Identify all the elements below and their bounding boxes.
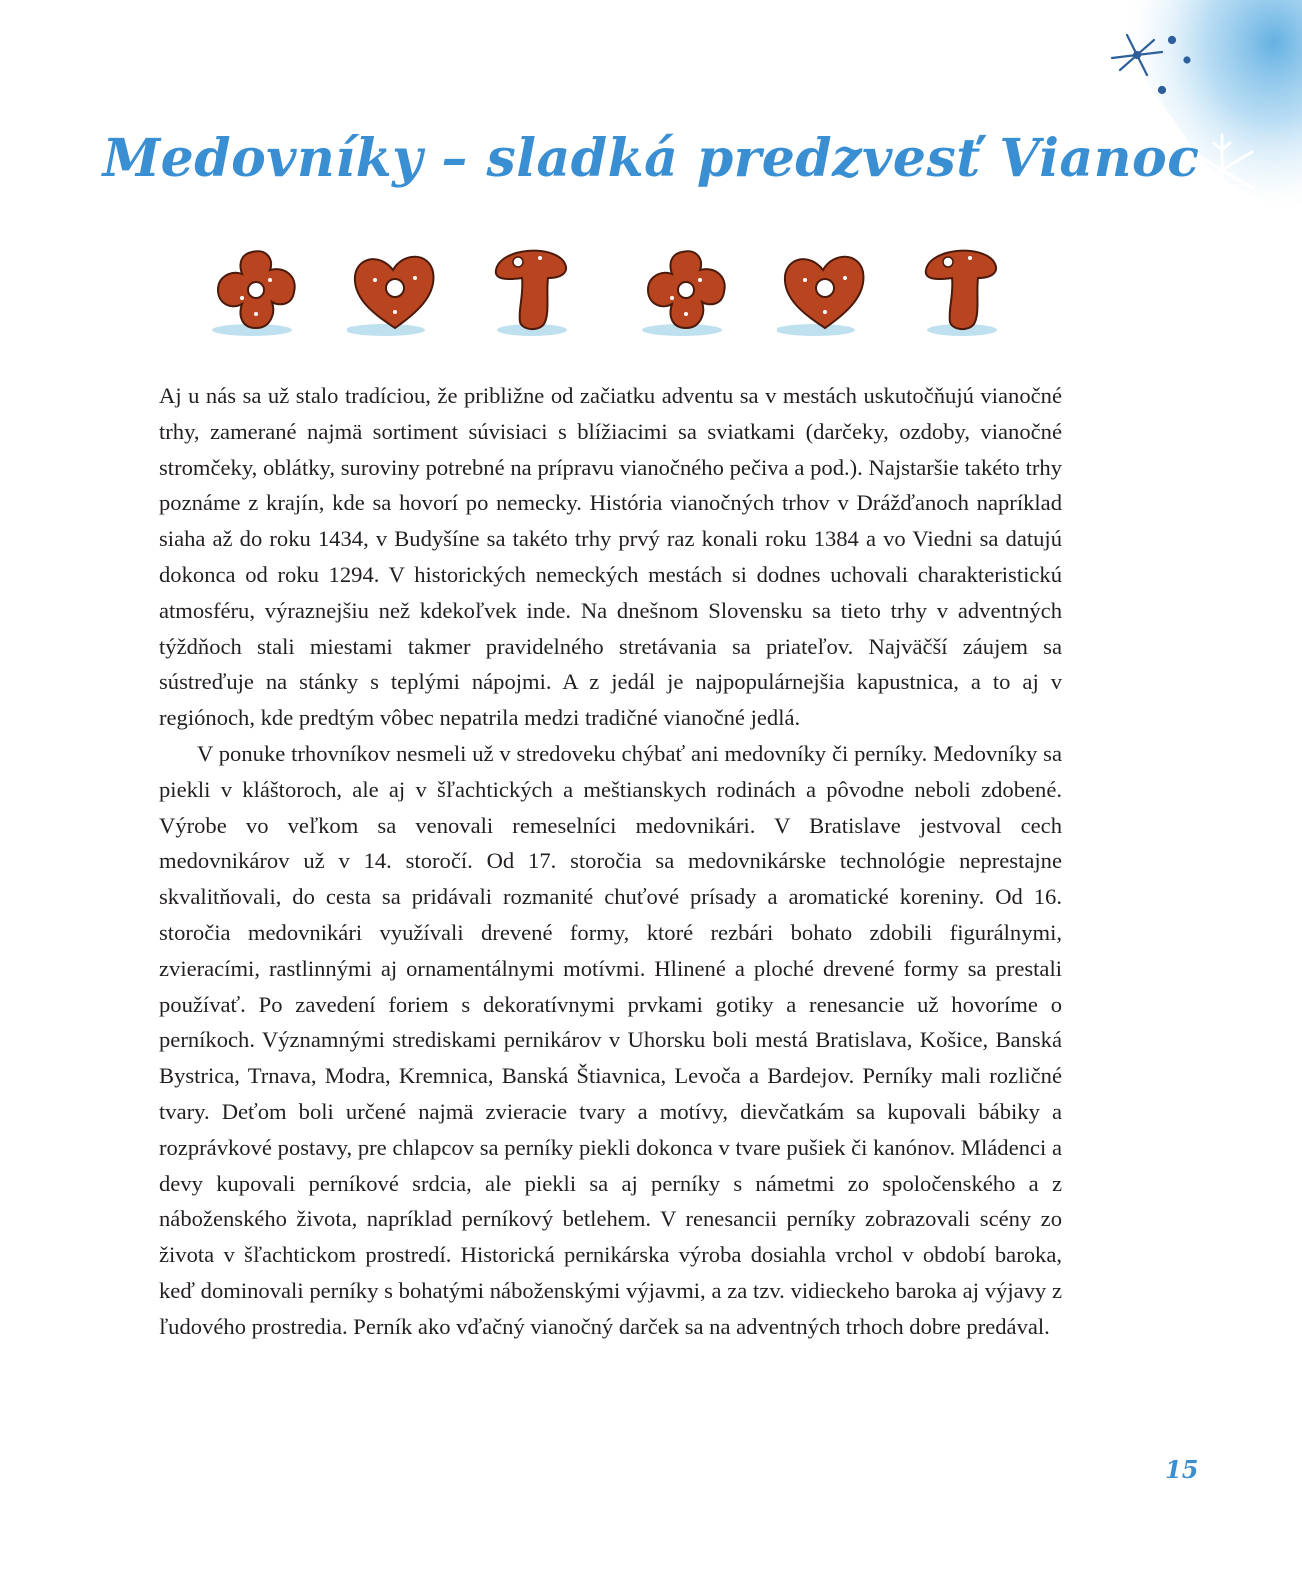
cross-cookie-icon	[642, 240, 742, 340]
paragraph-1: Aj u nás sa už stalo tradíciou, že približne od začiatku adventu sa v mestách uskutočňujú vianočné trhy, zamerané najmä sortiment súvisiaci s blížiacimi sa sviatkami (darčeky, ozdoby, vianočné stromčeky, oblátky, suroviny potrebné na prípravu vianočného pečiva a pod.). Najstaršie takéto trhy poznáme z krajín, kde sa hovorí po nemecky. História vianočných trhov v Drážďanoch napríklad siaha až do roku 1434, v Budyšíne sa takéto trhy prvý raz konali roku 1384 a vo Viedni sa datujú dokonca od roku 1294. V historických nemeckých mestách si dodnes uchovali charakteristickú atmosféru, výraznejšiu než kdekoľvek inde. Na dnešnom Slovensku sa tieto trhy v adventných týždňoch stali miestami takmer pravidelného stretávania sa priateľov. Najväčší záujem sa sústreďuje na stánky s teplými nápojmi. A z jedál je najpopulárnejšia kapustnica, a to aj v regiónoch, kde predtým vôbec nepatrila medzi tradičné vianočné jedlá.	[159, 383, 1062, 731]
cookie-illustration-row	[212, 240, 1012, 345]
paragraph-2: V ponuke trhovníkov nesmeli už v stredoveku chýbať ani medovníky či perníky. Medovníky sa piekli v kláštoroch, ale aj v šľachtických a meštianskych rodinách a pôvodne neboli zdobené. Výrobe vo veľkom sa venovali remeselníci medovnikári. V Bratislave jestvoval cech medovnikárov už v 14. storočí. Od 17. storočia sa medovnikárske technológie neprestajne skvalitňovali, do cesta sa pridávali rozmanité chuťové prísady a aromatické koreniny. Od 16. storočia medovnikári využívali drevené formy, ktoré rezbári bohato zdobili figurálnymi, zvieracími, rastlinnými aj ornamentálnymi motívmi. Hlinené a ploché drevené formy sa prestali používať. Po zavedení foriem s dekoratívnymi prvkami gotiky a renesancie už hovoríme o perníkoch. Významnými strediskami pernikárov v Uhorsku boli mestá Bratislava, Košice, Banská Bystrica, Trnava, Modra, Kremnica, Banská Štiavnica, Levoča a Bardejov. Perníky mali rozličné tvary. Deťom boli určené najmä zvieracie tvary a motívy, dievčatkám sa kupovali bábiky a rozprávkové postavy, pre chlapcov sa perníky piekli dokonca v tvare pušiek či kanónov. Mládenci a devy kupovali perníkové srdcia, ale piekli sa aj perníky s námetmi zo spoločenského a z náboženského života, napríklad perníkový betlehem. V renesancii perníky zobrazovali scény zo života v šľachtickom prostredí. Historická pernikárska výroba dosiahla vrchol v období baroka, keď dominovali perníky s bohatými náboženskými výjavmi, a za tzv. vidieckeho baroka aj výjavy z ľudového prostredia. Perník ako vďačný vianočný darček sa na adventných trhoch dobre predával.	[159, 740, 1062, 1339]
mushroom-cookie-icon	[912, 240, 1012, 340]
page-title: Medovníky – sladká predzvesť Vianoc	[102, 128, 1200, 189]
mushroom-cookie-icon	[482, 240, 582, 340]
page-number: 15	[1165, 1455, 1199, 1484]
article-body	[159, 378, 1062, 1345]
heart-cookie-icon	[777, 240, 877, 340]
heart-cookie-icon	[347, 240, 447, 340]
cross-cookie-icon	[212, 240, 312, 340]
